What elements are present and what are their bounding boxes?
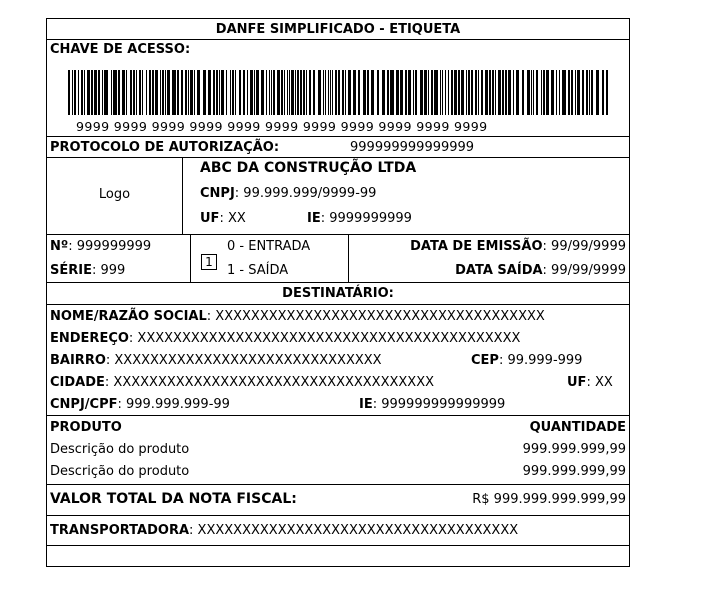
tipo-box: 1 <box>201 254 217 270</box>
dest-uf: UF: XX <box>567 375 613 390</box>
dest-endereco: ENDEREÇO: XXXXXXXXXXXXXXXXXXXXXXXXXXXXXXXXXXXXXXXXXXX <box>50 331 521 346</box>
dest-cep: CEP: 99.999-999 <box>471 353 583 368</box>
nota-serie: SÉRIE: 999 <box>50 263 126 278</box>
protocolo-value: 999999999999999 <box>350 140 475 155</box>
transportadora: TRANSPORTADORA: XXXXXXXXXXXXXXXXXXXXXXXXXXXXXXXXXXXX <box>50 523 519 538</box>
data-emissao: DATA DE EMISSÃO: 99/99/9999 <box>410 239 626 254</box>
produto-qty: 999.999.999,99 <box>522 464 626 479</box>
emitente-cnpj: CNPJ: 99.999.999/9999-99 <box>200 186 377 201</box>
chave-label: CHAVE DE ACESSO: <box>50 42 191 57</box>
tipo-entrada: 0 - ENTRADA <box>227 239 311 254</box>
danfe-title: DANFE SIMPLIFICADO - ETIQUETA <box>215 22 461 37</box>
total-value: R$ 999.999.999.999,99 <box>472 492 626 507</box>
chave-number: 9999 9999 9999 9999 9999 9999 9999 9999 9999 9999 9999 <box>76 119 488 134</box>
emitente-ie: IE: 9999999999 <box>307 211 412 226</box>
dest-ie: IE: 999999999999999 <box>359 397 506 412</box>
dest-nome: NOME/RAZÃO SOCIAL: XXXXXXXXXXXXXXXXXXXXXXXXXXXXXXXXXXXXX <box>50 309 545 324</box>
produto-desc: Descrição do produto <box>50 464 190 479</box>
danfe-label <box>46 18 630 567</box>
dest-cidade: CIDADE: XXXXXXXXXXXXXXXXXXXXXXXXXXXXXXXXXXXX <box>50 375 435 390</box>
total-label: VALOR TOTAL DA NOTA FISCAL: <box>50 491 297 507</box>
protocolo-label: PROTOCOLO DE AUTORIZAÇÃO: <box>50 140 280 155</box>
col-produto: PRODUTO <box>50 420 122 435</box>
destinatario-header: DESTINATÁRIO: <box>282 286 394 301</box>
emitente-name: ABC DA CONSTRUÇÃO LTDA <box>200 160 417 176</box>
nota-numero: Nº: 999999999 <box>50 239 152 254</box>
tipo-saida: 1 - SAÍDA <box>227 263 289 278</box>
produto-desc: Descrição do produto <box>50 442 190 457</box>
produto-qty: 999.999.999,99 <box>522 442 626 457</box>
barcode-image <box>68 70 611 115</box>
col-quantidade: QUANTIDADE <box>529 420 626 435</box>
logo-placeholder: Logo <box>98 187 131 202</box>
emitente-uf: UF: XX <box>200 211 246 226</box>
data-saida: DATA SAÍDA: 99/99/9999 <box>455 263 626 278</box>
dest-bairro: BAIRRO: XXXXXXXXXXXXXXXXXXXXXXXXXXXXXX <box>50 353 382 368</box>
dest-cnpj: CNPJ/CPF: 999.999.999-99 <box>50 397 230 412</box>
